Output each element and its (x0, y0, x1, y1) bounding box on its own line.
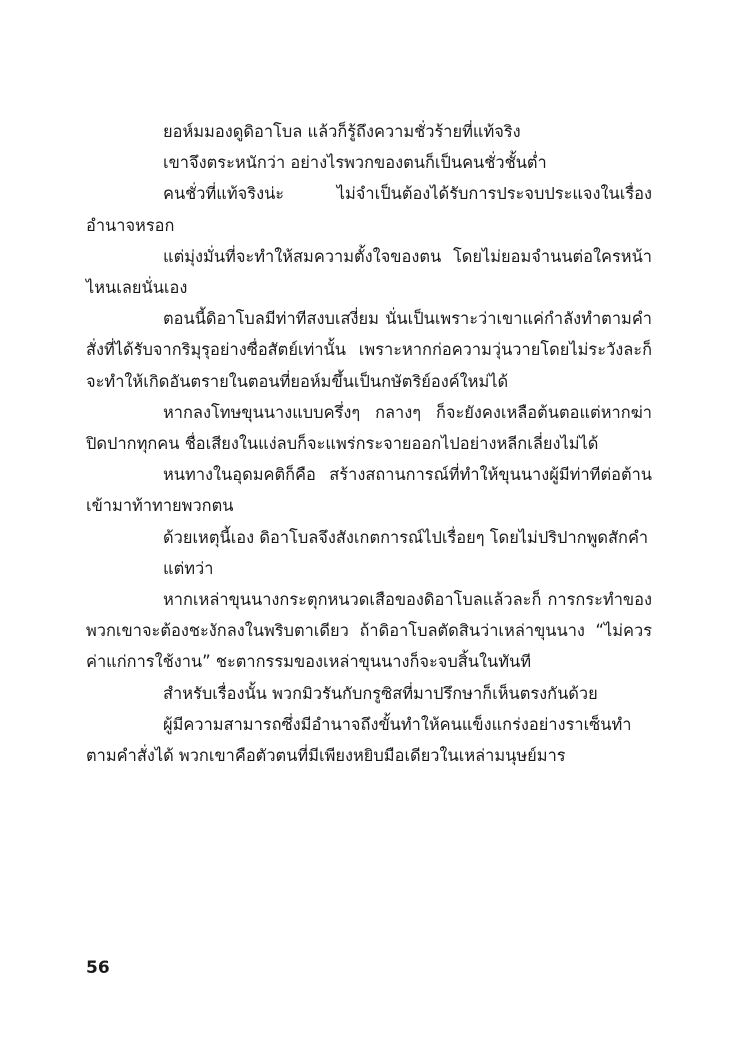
paragraph-2: เขาจึงตระหนักว่า อย่างไรพวกของตนก็เป็นคนชั่วชั้นต่ำ (163, 153, 547, 173)
paragraph-1: ยอห์มมองดูดิอาโบล แล้วก็รู้ถึงความชั่วร้ายที่แท้จริง (163, 122, 521, 141)
paragraph-3: คนชั่วที่แท้จริงน่ะ ไม่จำเป็นต้องได้รับการประจบประแจงในเรื่องอำนาจหรอก (86, 184, 652, 235)
body-text (86, 116, 652, 771)
paragraph-10: หากเหล่าขุนนางกระตุกหนวดเสือของดิอาโบลแล้วละก็ การกระทำของพวกเขาจะต้องชะงักลงในพริบตาเดียว ถ้าดิอาโบลตัดสินว่าเหล่าขุนนาง “ไม่ควรค่าแก่การใช้งาน” ชะตากรรมของเหล่าขุนนางก็จะจบสิ้นในทันที (86, 590, 652, 672)
paragraph-6: หากลงโทษขุนนางแบบครึ่งๆ กลางๆ ก็จะยังคงเหลือต้นตอแต่หากฆ่าปิดปากทุกคน ชื่อเสียงในแง่ลบก็จะแพร่กระจายออกไปอย่างหลีกเลี่ยงไม่ได้ (86, 402, 652, 454)
paragraph-12: ผู้มีความสามารถซึ่งมีอำนาจถึงขั้นทำให้คนแข็งแกร่งอย่างราเซ็นทำตามคำสั่งได้ พวกเขาคือตัวตนที่มีเพียงหยิบมือเดียวในเหล่ามนุษย์มาร (86, 714, 632, 766)
paragraph-8: ด้วยเหตุนี้เอง ดิอาโบลจึงสังเกตการณ์ไปเรื่อยๆ โดยไม่ปริปากพูดสักคำ (163, 527, 649, 547)
paragraph-9: แต่ทว่า (163, 558, 214, 578)
paragraph-4: แต่มุ่งมั่นที่จะทำให้สมความตั้งใจของตน โดยไม่ยอมจำนนต่อใครหน้าไหนเลยนั่นเอง (86, 246, 652, 298)
paragraph-11: สำหรับเรื่องนั้น พวกมิวรันกับกรูซิสที่มาปรึกษาก็เห็นตรงกันด้วย (163, 683, 598, 703)
paragraph-7: หนทางในอุดมคติก็คือ สร้างสถานการณ์ที่ทำให้ขุนนางผู้มีท่าทีต่อต้านเข้ามาท้าทายพวกตน (86, 465, 652, 516)
page-number: 56 (86, 958, 110, 978)
paragraph-5: ตอนนี้ดิอาโบลมีท่าทีสงบเสงี่ยม นั่นเป็นเพราะว่าเขาแค่กำลังทำตามคำสั่งที่ได้รับจากริมุรุอย่างซื่อสัตย์เท่านั้น เพราะหากก่อความวุ่นวายโดยไม่ระวังละก็ จะทำให้เกิดอันตรายในตอนที่ยอห์มขึ้นเป็นกษัตริย์องค์ใหม่ได้ (86, 309, 652, 391)
